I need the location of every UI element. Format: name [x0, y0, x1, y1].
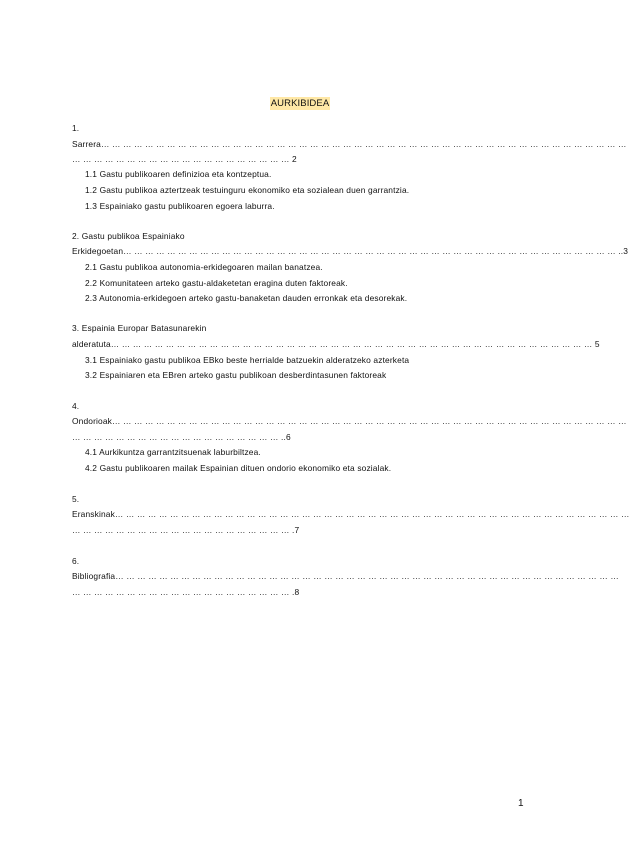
section-1-entry: Sarrera… … … … … … … … … … … … … … … … … … … … … … … … … … … … … … … … … … … … … … … … … … … … … … … … [72, 139, 627, 149]
title-wrap [0, 93, 600, 111]
section-4-entry: Ondorioak… … … … … … … … … … … … … … … … … … … … … … … … … … … … … … … … … … … … … … … … … … … … … … … [72, 416, 627, 426]
page-number: 1 [518, 798, 524, 809]
section-3-number: 3. Espainia Europar Batasunarekin [72, 323, 207, 333]
subsection-4-1: 4.1 Aurkikuntza garrantzitsuenak laburbiltzea. [85, 447, 261, 457]
subsection-1-2: 1.2 Gastu publikoa aztertzeak testuinguru ekonomiko eta sozialean duen garrantzia. [85, 185, 410, 195]
subsection-4-2: 4.2 Gastu publikoaren mailak Espainian dituen ondorio ekonomiko eta sozialak. [85, 463, 392, 473]
subsection-2-2: 2.2 Komunitateen arteko gastu-aldaketetan eragina duten faktoreak. [85, 278, 348, 288]
section-3-entry: alderatuta… … … … … … … … … … … … … … … … … … … … … … … … … … … … … … … … … … … … … … … … … … … … 5 [72, 339, 600, 349]
section-4-number: 4. [72, 401, 80, 411]
section-6-number: 6. [72, 556, 80, 566]
section-2-number: 2. Gastu publikoa Espainiako [72, 231, 185, 241]
section-2-entry: Erkidegoetan… … … … … … … … … … … … … … … … … … … … … … … … … … … … … … … … … … … … … … … … … … … … … ..3 [72, 246, 628, 256]
subsection-1-1: 1.1 Gastu publikoaren definizioa eta kontzeptua. [85, 169, 272, 179]
section-6-entry: Bibliografia… … … … … … … … … … … … … … … … … … … … … … … … … … … … … … … … … … … … … … … … … … … … … … [72, 571, 619, 581]
section-1-entry-cont: … … … … … … … … … … … … … … … … … … … … 2 [72, 154, 297, 164]
toc-title: AURKIBIDEA [270, 98, 330, 109]
section-1-number: 1. [72, 123, 80, 133]
subsection-3-2: 3.2 Espainiaren eta EBren arteko gastu publikoan desberdintasunen faktoreak [85, 370, 387, 380]
section-6-entry-cont: … … … … … … … … … … … … … … … … … … … … .8 [72, 587, 300, 597]
section-4-entry-cont: … … … … … … … … … … … … … … … … … … … ..6 [72, 432, 291, 442]
subsection-2-1: 2.1 Gastu publikoa autonomia-erkidegoaren mailan banatzea. [85, 262, 323, 272]
subsection-3-1: 3.1 Espainiako gastu publikoa EBko beste herrialde batzuekin alderatzeko azterketa [85, 355, 410, 365]
section-5-number: 5. [72, 494, 80, 504]
section-5-entry-cont: … … … … … … … … … … … … … … … … … … … … .7 [72, 525, 300, 535]
subsection-1-3: 1.3 Espainiako gastu publikoaren egoera laburra. [85, 201, 275, 211]
section-5-entry: Eranskinak… … … … … … … … … … … … … … … … … … … … … … … … … … … … … … … … … … … … … … … … … … … … … … … [72, 509, 630, 519]
subsection-2-3: 2.3 Autonomia-erkidegoen arteko gastu-banaketan dauden erronkak eta desorekak. [85, 293, 408, 303]
